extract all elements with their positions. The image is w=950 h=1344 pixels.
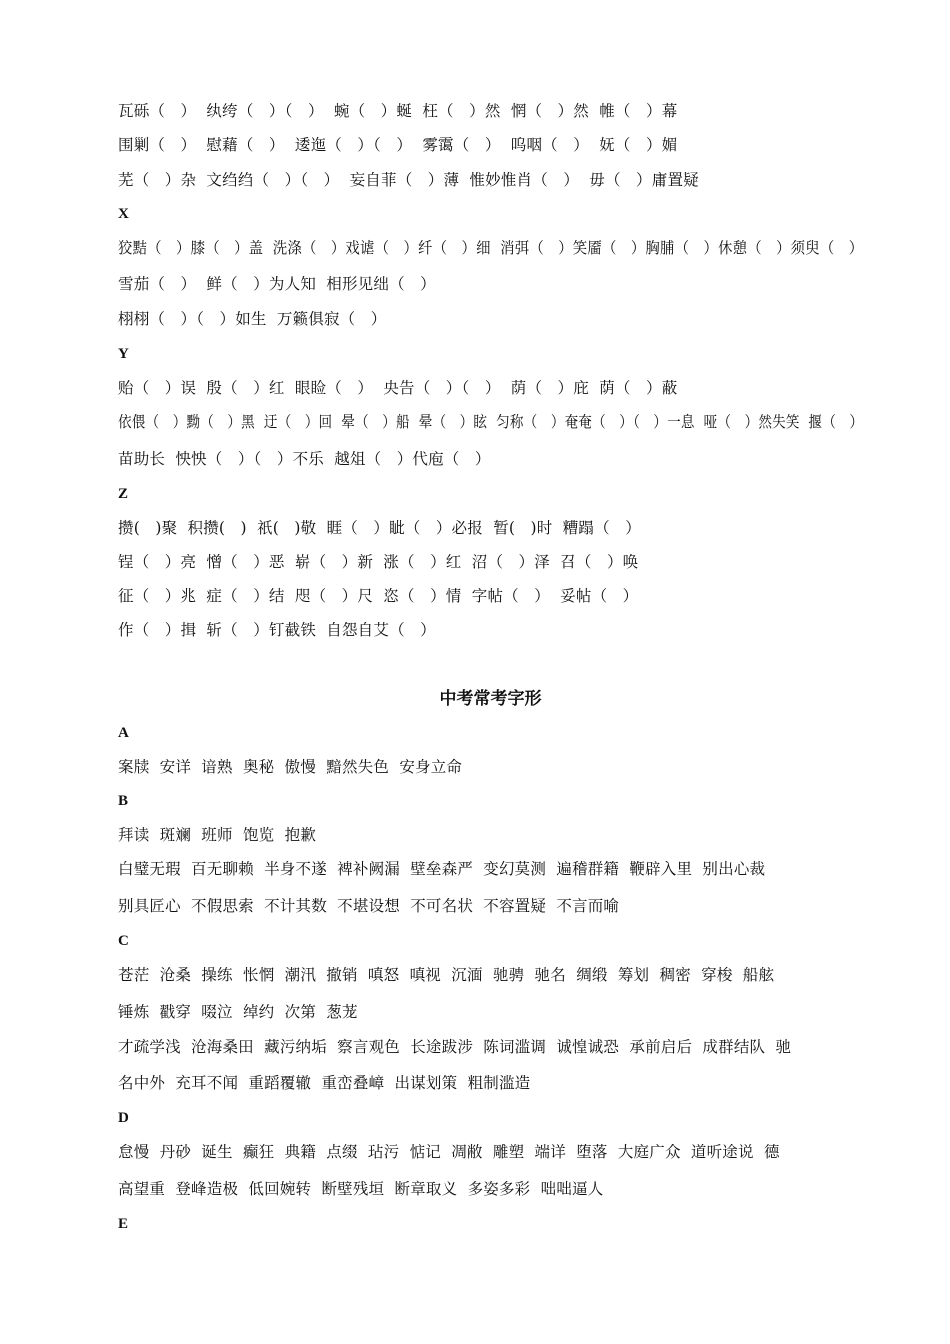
text-line: 贻（ ）误 殷（ ）红 眼睑（ ） 央告（ ）（ ） 荫（ ）庇 荫（ ）蔽 (118, 379, 678, 397)
section-letter-b: B (118, 793, 129, 809)
text-line: 锃（ ）亮 憎（ ）恶 崭（ ）新 涨（ ）红 沼（ ）泽 召（ ）唤 (118, 553, 639, 571)
text-line: 案牍 安详 谙熟 奥秘 傲慢 黯然失色 安身立命 (118, 758, 463, 776)
text-line: 锤炼 戳穿 啜泣 绰约 次第 葱茏 (118, 1003, 358, 1021)
text-line: 围剿（ ） 慰藉（ ） 逶迤（ ）（ ） 雾霭（ ） 呜咽（ ） 妩（ ）媚 (118, 136, 678, 154)
text-line: 高望重 登峰造极 低回婉转 断壁残垣 断章取义 多姿多彩 咄咄逼人 (118, 1180, 604, 1198)
text-line: 白璧无瑕 百无聊赖 半身不遂 裨补阙漏 壁垒森严 变幻莫测 遍稽群籍 鞭辟入里 别出心裁 (118, 860, 766, 878)
text-line: 作（ ）揖 斩（ ）钉截铁 自怨自艾（ ） (118, 621, 436, 639)
text-line: 征（ ）兆 症（ ）结 咫（ ）尺 恣（ ）情 字帖（ ） 妥帖（ ） (118, 587, 639, 605)
text-line: 栩栩（ ）（ ）如生 万籁俱寂（ ） (118, 310, 387, 328)
section-letter-c: C (118, 933, 129, 949)
text-line: 雪茄（ ） 鲜（ ）为人知 相形见绌（ ） (118, 275, 436, 293)
section-letter-d: D (118, 1110, 129, 1126)
section-title: 中考常考字形 (439, 689, 542, 709)
text-line: 苍茫 沧桑 操练 怅惘 潮汛 撤销 嗔怒 嗔视 沉湎 驰骋 驰名 绸缎 筹划 稠密 穿梭 船舷 (118, 966, 775, 984)
text-line: 拜读 斑斓 班师 饱览 抱歉 (118, 826, 317, 844)
section-letter-y: Y (118, 346, 129, 362)
text-line: 芜（ ）杂 文绉绉（ ）（ ） 妄自菲（ ）薄 惟妙惟肖（ ） 毋（ ）庸置疑 (118, 171, 699, 189)
text-line: 攒( )聚 积攒( ) 祇( )敬 睚（ ）眦（ ）必报 暂( )时 糟蹋（ ） (118, 519, 641, 537)
text-line: 别具匠心 不假思索 不计其数 不堪设想 不可名状 不容置疑 不言而喻 (118, 897, 620, 915)
text-line: 依偎（ ）黝（ ）黑 迂（ ）回 晕（ ）船 晕（ ）眩 匀称（ ）奄奄（ ）（ ）一息 哑（ ）然失笑 揠（ ） (118, 413, 864, 431)
text-line: 瓦砾（ ） 纨绔（ ）（ ） 蜿（ ）蜒 枉（ ）然 惘（ ）然 帷（ ）幕 (118, 102, 678, 120)
text-line: 怠慢 丹砂 诞生 癫狂 典籍 点缀 玷污 惦记 凋敝 雕塑 端详 堕落 大庭广众 道听途说 德 (118, 1143, 780, 1161)
section-letter-a: A (118, 725, 129, 741)
text-line: 狡黠（ ）膝（ ）盖 洗涤（ ）戏谑（ ）纤（ ）细 消弭（ ）笑靥（ ）胸脯（ ）休憩（ ）须臾（ ） (118, 239, 864, 257)
section-letter-z: Z (118, 486, 129, 502)
section-letter-e: E (118, 1216, 129, 1232)
section-letter-x: X (118, 206, 129, 222)
text-line: 名中外 充耳不闻 重蹈覆辙 重峦叠嶂 出谋划策 粗制滥造 (118, 1074, 531, 1092)
text-line: 苗助长 怏怏（ ）（ ）不乐 越俎（ ）代庖（ ） (118, 450, 491, 468)
text-line: 才疏学浅 沧海桑田 藏污纳垢 察言观色 长途跋涉 陈词滥调 诚惶诚恐 承前启后 成群结队 驰 (118, 1038, 792, 1056)
